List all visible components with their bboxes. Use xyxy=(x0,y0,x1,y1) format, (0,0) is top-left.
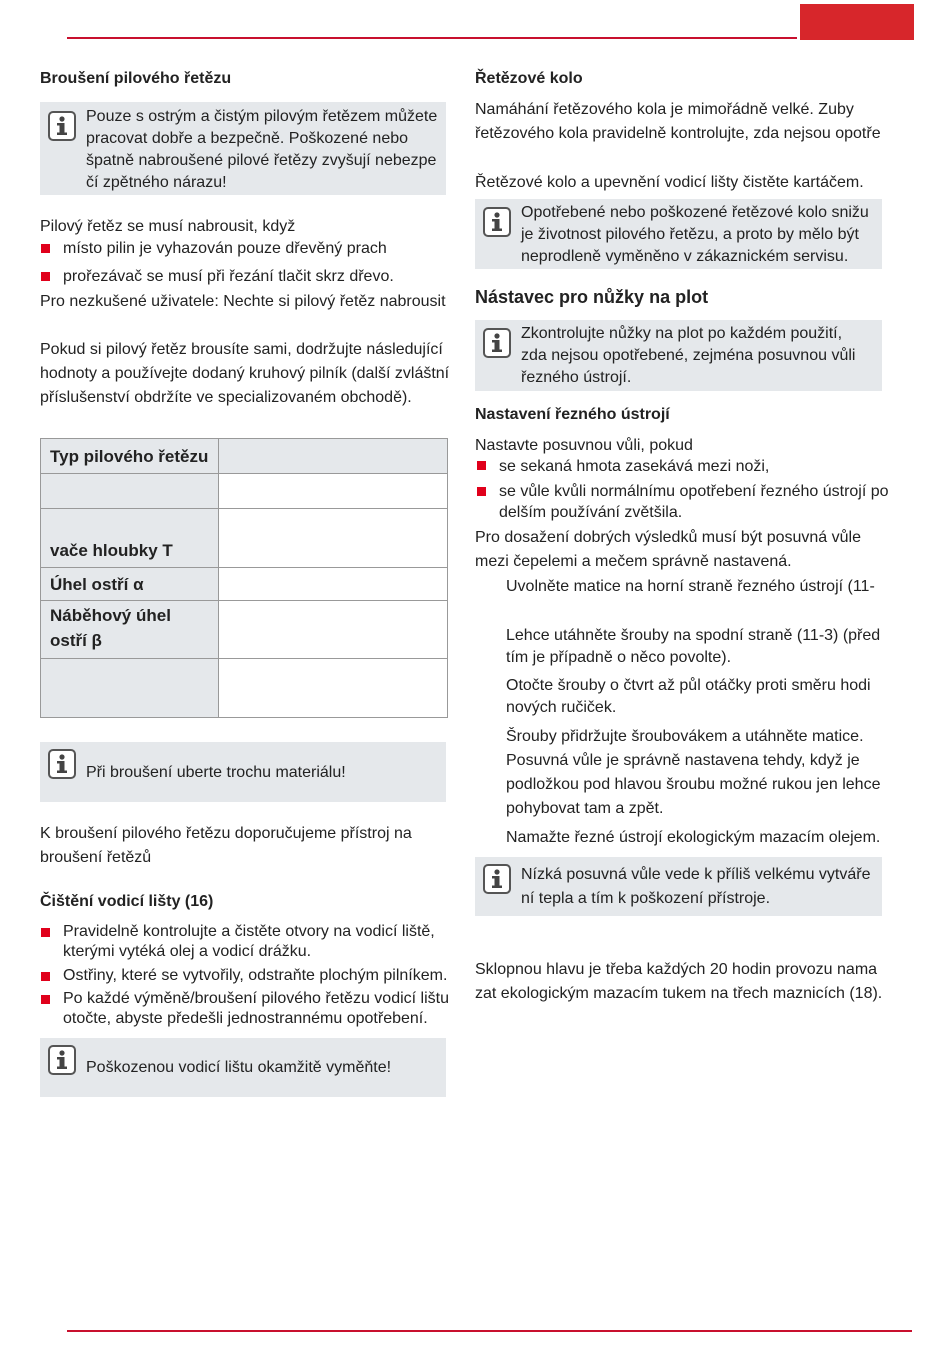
step-3 xyxy=(506,675,871,719)
bullet-text: se sekaná hmota zasekává mezi noži, xyxy=(499,458,770,475)
step-line: pohybovat tam a zpět. xyxy=(506,800,664,817)
step-line: podložkou pod hlavou šroubu možné rukou jen lehce xyxy=(506,776,881,793)
step-line: Posuvná vůle je správně nastavena tehdy, když je xyxy=(506,752,860,769)
note-line: neprodleně vyměněno v zákaznickém servisu. xyxy=(521,248,849,265)
info-note-low-play xyxy=(475,857,882,916)
heading-sprocket: Řetězové kolo xyxy=(475,70,583,87)
table-cell-label: Typ pilového řetězu xyxy=(41,439,219,474)
bullet-marker xyxy=(41,272,50,281)
adjust-intro: Nastavte posuvnou vůli, pokud xyxy=(475,437,693,454)
note-line: Poškozenou vodicí lištu okamžitě vyměňte! xyxy=(86,1059,392,1076)
bullet-line: kterými vytéká olej a vodicí drážku. xyxy=(63,943,312,960)
recommend-paragraph xyxy=(40,822,412,870)
bullet-text: místo pilin je vyhazován pouze dřevěný prach xyxy=(63,240,387,257)
table-cell-label xyxy=(41,474,219,509)
table-row xyxy=(41,439,448,474)
bullet-line: Pravidelně kontrolujte a čistěte otvory na vodicí liště, xyxy=(63,923,435,940)
heading-adjust: Nastavení řezného ústrojí xyxy=(475,406,670,423)
bullet-marker xyxy=(41,995,50,1004)
header-rule xyxy=(67,37,797,39)
info-icon xyxy=(483,328,511,358)
header-tab xyxy=(800,4,914,40)
info-note-replace-bar xyxy=(40,1038,446,1097)
step-5: Namažte řezné ústrojí ekologickým mazacím olejem. xyxy=(506,829,881,846)
bullet-text xyxy=(63,921,435,963)
info-note-sprocket-wear xyxy=(475,199,882,269)
heading-cleaning: Čištění vodicí lišty (16) xyxy=(40,893,214,910)
info-icon xyxy=(48,749,76,779)
note-line: čí zpětného nárazu! xyxy=(86,174,227,191)
step-2 xyxy=(506,625,880,669)
paragraph-line: příslušenství obdržíte ve specializovaném obchodě). xyxy=(40,389,412,406)
paragraph-line: Sklopnou hlavu je třeba každých 20 hodin provozu nama xyxy=(475,961,878,978)
paragraph-line: Namáhání řetězového kola je mimořádně velké. Zuby xyxy=(475,101,854,118)
table-cell-label-line: Náběhový úhel xyxy=(50,606,171,625)
paragraph-line: broušení řetězů xyxy=(40,849,152,866)
info-note-hedge-check xyxy=(475,320,882,391)
note-line: zda nejsou opotřebené, zejména posuvnou vůli xyxy=(521,347,856,364)
paragraph-line: zat ekologickým mazacím tukem na třech maznicích (18). xyxy=(475,985,883,1002)
step-line: nových ručiček. xyxy=(506,699,617,716)
step-line: Šrouby přidržujte šroubovákem a utáhněte matice. xyxy=(506,728,864,745)
table-cell-value xyxy=(219,509,448,568)
note-line: Nízká posuvná vůle vede k příliš velkému vytváře xyxy=(521,866,871,883)
note-line: ní tepla a tím k poškození přístroje. xyxy=(521,890,771,907)
paragraph-line: Pokud si pilový řetěz brousíte sami, dodržujte následující xyxy=(40,341,443,358)
must-sharpen-intro: Pilový řetěz se musí nabrousit, když xyxy=(40,218,296,235)
bullet-marker xyxy=(477,487,486,496)
info-icon xyxy=(48,111,76,141)
footer-rule xyxy=(67,1330,912,1332)
paragraph-line: K broušení pilového řetězu doporučujeme přístroj na xyxy=(40,825,412,842)
chain-spec-table xyxy=(40,438,448,718)
info-note-remove-material xyxy=(40,742,446,802)
step-line: Lehce utáhněte šrouby na spodní straně (11-3) (před xyxy=(506,627,881,644)
table-cell-value xyxy=(219,474,448,509)
note-line: řezného ústrojí. xyxy=(521,369,632,386)
table-cell-value xyxy=(219,439,448,474)
note-line: Zkontrolujte nůžky na plot po každém použití, xyxy=(521,325,843,342)
heading-sharpening: Broušení pilového řetězu xyxy=(40,70,232,87)
bullet-marker xyxy=(477,461,486,470)
table-cell-value xyxy=(219,601,448,659)
info-icon xyxy=(48,1045,76,1075)
table-row xyxy=(41,509,448,568)
adjust-result-paragraph xyxy=(475,526,861,574)
bullet-text: Ostřiny, které se vytvořily, odstraňte plochým pilníkem. xyxy=(63,967,448,984)
table-cell-label: Úhel ostří α xyxy=(41,568,219,601)
note-line: špatně nabroušené pilové řetězy zvyšují nebezpe xyxy=(86,152,437,169)
step-line: Otočte šrouby o čtvrt až půl otáčky proti směru hodi xyxy=(506,677,871,694)
table-row xyxy=(41,474,448,509)
paragraph-line: mezi čepelemi a mečem správně nastavená. xyxy=(475,553,792,570)
bullet-text xyxy=(63,988,449,1030)
bullet-line: delším používání zvětšila. xyxy=(499,504,683,521)
info-note-sharp-chain xyxy=(40,102,446,195)
note-line: Opotřebené nebo poškozené řetězové kolo snižu xyxy=(521,204,869,221)
self-sharpen-paragraph xyxy=(40,338,449,410)
paragraph-line: Pro dosažení dobrých výsledků musí být posuvná vůle xyxy=(475,529,861,546)
paragraph-line: hodnoty a používejte dodaný kruhový pilník (další zvláštní xyxy=(40,365,450,382)
table-row xyxy=(41,601,448,659)
table-cell-label-line: ostří β xyxy=(50,631,102,650)
table-row xyxy=(41,568,448,601)
bullet-text: prořezávač se musí při řezání tlačit skrz dřevo. xyxy=(63,268,394,285)
bullet-marker xyxy=(41,972,50,981)
table-cell-value xyxy=(219,568,448,601)
bullet-line: otočte, abyste předešli jednostrannému opotřebení. xyxy=(63,1010,428,1027)
note-line: Pouze s ostrým a čistým pilovým řetězem můžete xyxy=(86,108,438,125)
step-1: Uvolněte matice na horní straně řezného ústrojí (11- xyxy=(506,578,875,595)
table-cell-label xyxy=(41,659,219,718)
bullet-marker xyxy=(41,928,50,937)
step-line: tím je případně o něco povolte). xyxy=(506,649,732,666)
table-cell-label: vače hloubky T xyxy=(41,509,219,568)
step-4 xyxy=(506,725,880,821)
table-cell-value xyxy=(219,659,448,718)
bullet-text xyxy=(499,481,889,524)
sprocket-clean-text: Řetězové kolo a upevnění vodicí lišty čistěte kartáčem. xyxy=(475,174,864,191)
bullet-line: Po každé výměně/broušení pilového řetězu vodicí lištu xyxy=(63,990,449,1007)
bullet-marker xyxy=(41,244,50,253)
note-line: pracovat dobře a bezpečně. Poškozené nebo xyxy=(86,130,409,147)
paragraph-line: řetězového kola pravidelně kontrolujte, zda nejsou opotře xyxy=(475,125,881,142)
sprocket-paragraph xyxy=(475,98,881,146)
note-line: Při broušení uberte trochu materiálu! xyxy=(86,764,346,781)
heading-hedge-attachment: Nástavec pro nůžky na plot xyxy=(475,287,709,307)
inexperienced-text: Pro nezkušené uživatele: Nechte si pilový řetěz nabrousit xyxy=(40,293,446,310)
table-row xyxy=(41,659,448,718)
info-icon xyxy=(483,864,511,894)
bullet-line: se vůle kvůli normálnímu opotřebení řezného ústrojí po xyxy=(499,483,889,500)
table-cell-label xyxy=(41,601,219,659)
info-icon xyxy=(483,207,511,237)
grease-paragraph xyxy=(475,958,882,1006)
note-line: je životnost pilového řetězu, a proto by mělo být xyxy=(521,226,859,243)
